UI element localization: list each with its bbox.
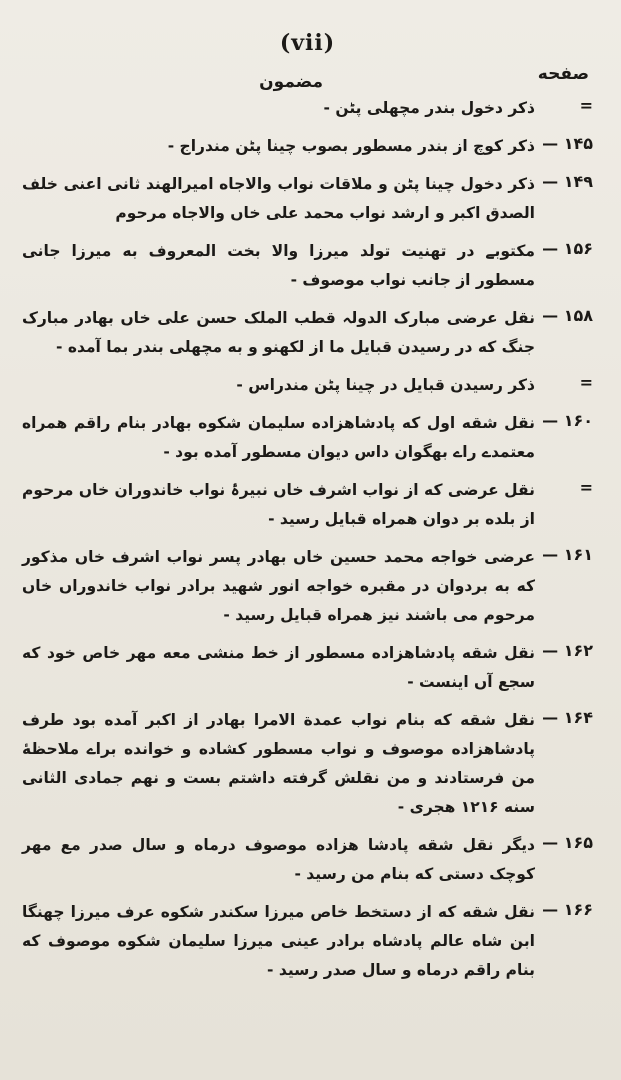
header-page-column: صفحه — [537, 64, 589, 84]
entry-page: ۱۶۱ — — [542, 545, 593, 564]
list-item — [22, 476, 593, 534]
entry-page: ۱۶۶ — — [542, 900, 593, 919]
entry-text: نقل شقه اول که پادشاهزاده سلیمان شکوه بهادر بنام راقم همراه معتمدے راے بهگوان داس دیوان مسطور آمده بود - — [22, 414, 535, 461]
list-item — [22, 371, 593, 400]
entry-text: نقل شقه که از دستخط خاص میرزا سکندر شکوه عرف میرزا چهنگا ابن شاه عالم پادشاه برادر عینی میرزا سلیمان شکوه موصوف که بنام راقم درماه و سال صدر رسید - — [22, 903, 535, 979]
list-item — [22, 831, 593, 889]
entry-page: ۱۵۸ — — [542, 306, 593, 325]
entry-page: ۱۵۶ — — [542, 239, 593, 258]
entry-text: ذکر رسیدن قبایل در چینا پٹن مندراس - — [236, 376, 535, 394]
list-item — [22, 706, 593, 822]
page-number: (vii) — [279, 30, 336, 56]
contents-list — [22, 94, 593, 985]
entry-text: عرضی خواجه محمد حسین خاں بهادر پسر نواب اشرف خاں مذکور که به بردوان در مقبره خواجه انور شهید برادر نواب خاندوراں خاں مرحوم می باشند نیز همراه قبایل رسید - — [22, 548, 535, 624]
list-item — [22, 304, 593, 362]
header-subject-column: مضمون — [259, 72, 323, 92]
entry-page: ۱۶۰ — — [542, 411, 593, 430]
entry-text: ذکر دخول چینا پٹن و ملاقات نواب والاجاه امیرالهند ثانی اعنی خلف الصدق اکبر و ارشد نواب محمد علی خاں والاجاه مرحوم — [22, 175, 535, 222]
entry-text: ذکر دخول بندر مچهلی پٹن - — [323, 99, 535, 117]
entry-page: ۱۴۵ — — [542, 134, 593, 153]
entry-text: نقل عرضی که از نواب اشرف خاں نبیرۂ نواب خاندوران خاں مرحوم از بلده بر دوان همراه قبایل رسید - — [22, 481, 535, 528]
list-item — [22, 132, 593, 161]
list-item — [22, 237, 593, 295]
entry-page: ۱۶۲ — — [542, 641, 593, 660]
entry-text: مکتوبے در تهنیت تولد میرزا والا بخت المعروف به میرزا جانی مسطور از جانب نواب موصوف - — [22, 242, 535, 289]
entry-text: نقل شقه که بنام نواب عمدة الامرا بهادر از اکبر آمده بود طرف پادشاهزاده موصوف و نواب مسطور کشاده و خوانده براے ملاحظهٔ من فرستادند و من نقلش گرفته داشتم بست و نهم جمادی الثانی سنه ۱۲۱۶ هجری - — [22, 711, 535, 816]
entry-text: ذکر کوچ از بندر مسطور بصوب چینا پٹن مندراج - — [167, 137, 535, 155]
entry-page: ۱۴۹ — — [542, 172, 593, 191]
entry-page: = — [579, 373, 593, 392]
list-item — [22, 409, 593, 467]
list-item — [22, 639, 593, 697]
entry-text: نقل عرضی مبارک الدولہ قطب الملک حسن علی خاں بهادر مبارک جنگ که در رسیدن قبایل ما از لکهنو و به مچهلی بندر بما آمده - — [22, 309, 535, 356]
list-item — [22, 170, 593, 228]
column-headers — [22, 64, 593, 94]
list-item — [22, 898, 593, 985]
list-item — [22, 94, 593, 123]
entry-text: دیگر نقل شقه پادشا هزاده موصوف درماه و سال صدر مع مهر کوچک دستی که بنام من رسید - — [22, 836, 535, 883]
entry-text: نقل شقه پادشاهزاده مسطور از خط منشی معه مهر خاص خود که سجع آں اینست - — [22, 644, 535, 691]
entry-page: = — [579, 96, 593, 115]
entry-page: = — [579, 478, 593, 497]
entry-page: ۱۶۴ — — [542, 708, 593, 727]
list-item — [22, 543, 593, 630]
entry-page: ۱۶۵ — — [542, 833, 593, 852]
